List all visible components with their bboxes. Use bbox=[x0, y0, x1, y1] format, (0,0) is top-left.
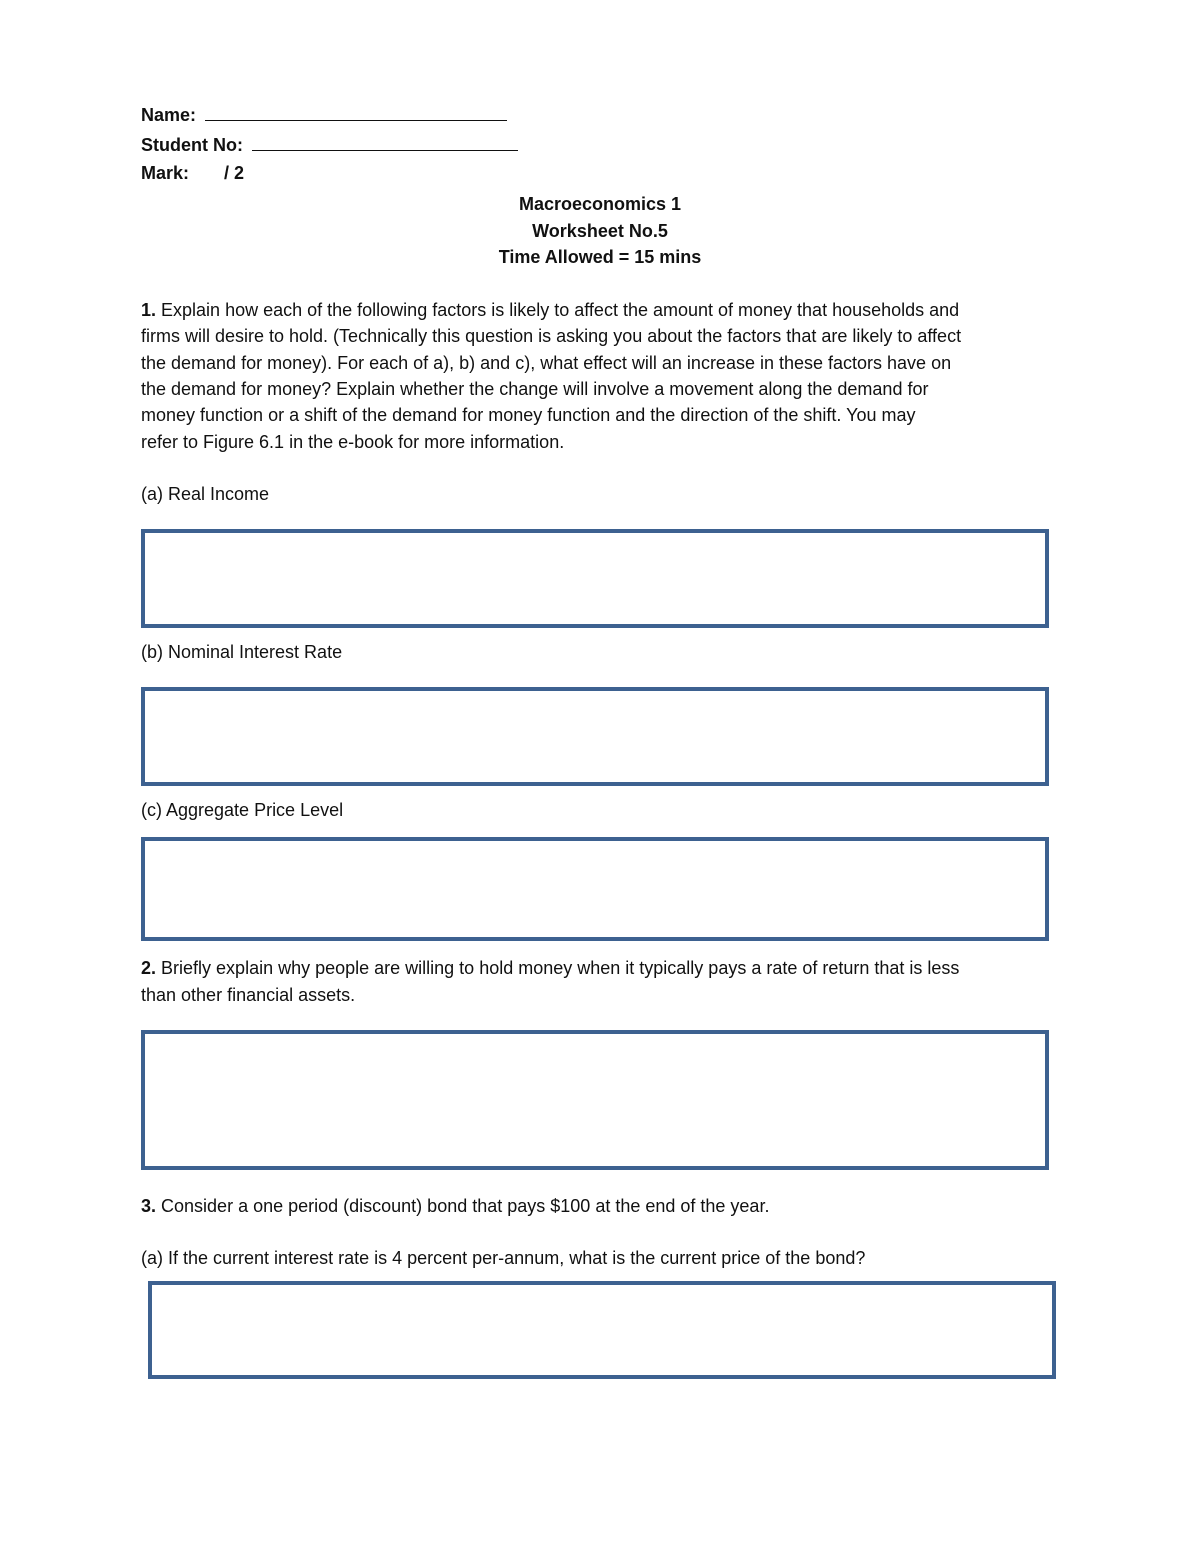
q2-answer-box[interactable] bbox=[141, 1030, 1049, 1170]
q1-line-2: firms will desire to hold. (Technically this question is asking you about the factors that are likely to affect bbox=[141, 326, 962, 346]
q1c-answer-box[interactable] bbox=[141, 837, 1049, 941]
student-no-field[interactable] bbox=[141, 132, 518, 156]
q2-line-2: than other financial assets. bbox=[141, 985, 356, 1005]
q3-text: Consider a one period (discount) bond that pays $100 at the end of the year. bbox=[161, 1196, 770, 1216]
mark-value: / 2 bbox=[224, 163, 245, 183]
student-no-underline[interactable] bbox=[252, 132, 518, 151]
q1a-answer-box[interactable] bbox=[141, 529, 1049, 628]
q1-line-5: money function or a shift of the demand for money function and the direction of the shift. You may bbox=[141, 405, 916, 425]
q1c-label: (c) Aggregate Price Level bbox=[141, 800, 344, 820]
q1-number: 1. bbox=[141, 300, 157, 320]
course-title: Macroeconomics 1 bbox=[518, 194, 682, 214]
q2-line-1 bbox=[141, 955, 959, 982]
q2-text-1: Briefly explain why people are willing to hold money when it typically pays a rate of return that is less bbox=[161, 958, 960, 978]
q1-line-1 bbox=[141, 297, 959, 324]
time-allowed: Time Allowed = 15 mins bbox=[498, 247, 702, 267]
q2-number: 2. bbox=[141, 958, 157, 978]
q3a-label: (a) If the current interest rate is 4 percent per-annum, what is the current price of the bond? bbox=[141, 1248, 866, 1268]
q3a-answer-box[interactable] bbox=[148, 1281, 1056, 1379]
mark-label: Mark: bbox=[141, 163, 190, 183]
student-no-label: Student No: bbox=[141, 135, 243, 155]
q1a-label: (a) Real Income bbox=[141, 484, 270, 504]
q3-line bbox=[141, 1193, 769, 1220]
q1b-answer-box[interactable] bbox=[141, 687, 1049, 786]
q1-line-4: the demand for money? Explain whether the change will involve a movement along the demand for bbox=[141, 379, 929, 399]
name-label: Name: bbox=[141, 105, 197, 125]
mark-field bbox=[141, 163, 244, 184]
q3-number: 3. bbox=[141, 1196, 157, 1216]
q1b-label: (b) Nominal Interest Rate bbox=[141, 642, 343, 662]
q1-line-6: refer to Figure 6.1 in the e-book for more information. bbox=[141, 432, 565, 452]
name-field[interactable] bbox=[141, 102, 507, 126]
q1-line-3: the demand for money). For each of a), b) and c), what effect will an increase in these factors have on bbox=[141, 353, 952, 373]
name-underline[interactable] bbox=[205, 102, 507, 121]
q1-text-1: Explain how each of the following factors is likely to affect the amount of money that households and bbox=[161, 300, 960, 320]
worksheet-title: Worksheet No.5 bbox=[532, 221, 668, 241]
